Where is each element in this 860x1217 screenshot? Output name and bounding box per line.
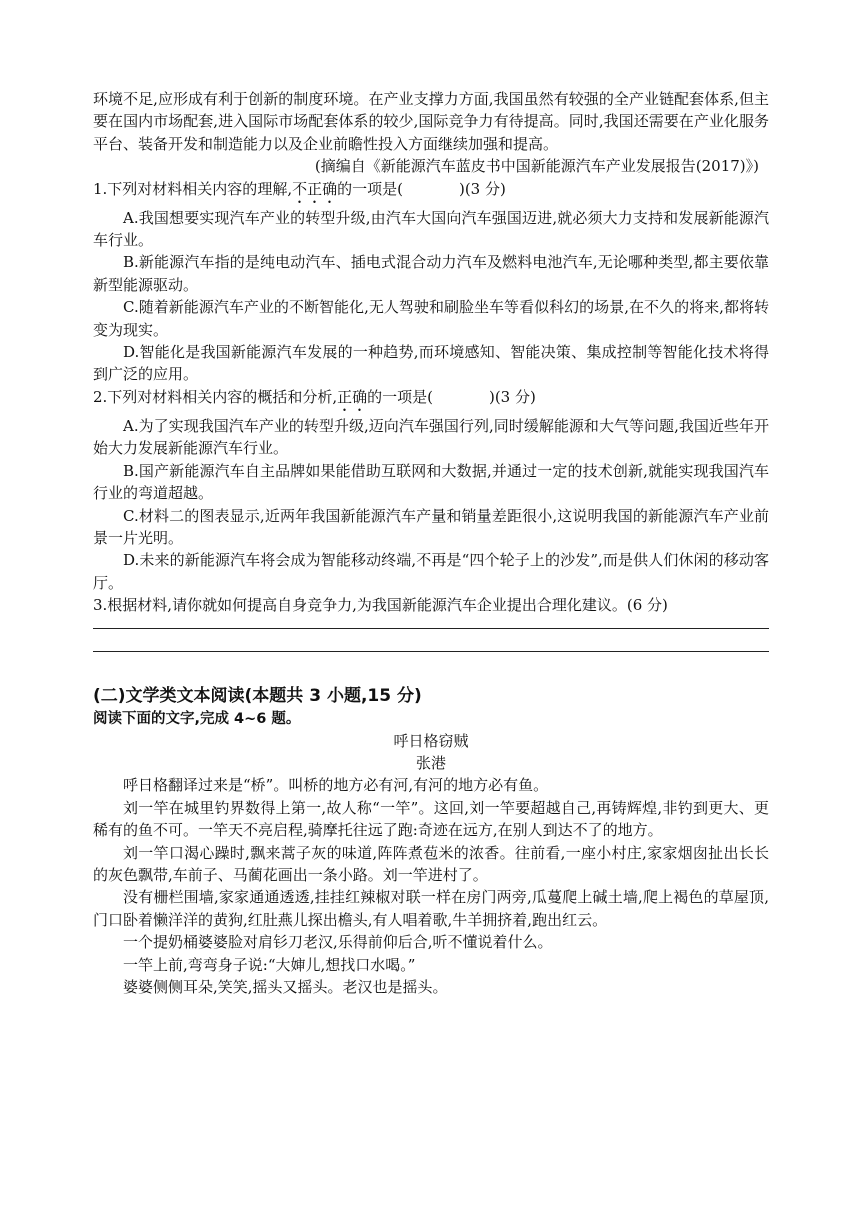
q2-option-d: D.未来的新能源汽车将会成为智能移动终端,不再是“四个轮子上的沙发”,而是供人们休闲的移动客厅。 <box>93 551 769 592</box>
story-paragraph: 一个提奶桶婆婆脸对肩钐刀老汉,乐得前仰后合,听不懂说着什么。 <box>123 933 553 952</box>
story-paragraph: 一竿上前,弯弯身子说:“大婶儿,想找口水喝。” <box>123 955 416 974</box>
question-1-score: )(3 分) <box>458 179 506 198</box>
question-2 <box>93 386 769 415</box>
story <box>93 730 769 999</box>
q1-option-c: C.随着新能源汽车产业的不断智能化,无人驾驶和刷脸坐车等看似科幻的场景,在不久的将来,都将转变为现实。 <box>93 298 769 339</box>
story-paragraph: 婆婆侧侧耳朵,笑笑,摇头又摇头。老汉也是摇头。 <box>123 978 448 996</box>
story-paragraph: 刘一竿口渴心躁时,飘来蒿子灰的味道,阵阵煮苞米的浓香。往前看,一座小村庄,家家烟囱扯出长长的灰色飘带,车前子、马蔺花画出一条小路。刘一竿进村了。 <box>93 843 769 884</box>
story-title: 呼日格窃贼 <box>393 731 469 750</box>
q2-option-c: C.材料二的图表显示,近两年我国新能源汽车产量和销量差距很小,这说明我国的新能源汽车产业前景一片光明。 <box>93 506 769 547</box>
story-paragraph: 没有栅栏围墙,家家通通透透,挂挂红辣椒对联一样在房门两旁,瓜蔓爬上碱土墙,爬上褐色的草屋顶,门口卧着懒洋洋的黄狗,红肚燕儿探出檐头,有人唱着歌,牛羊拥挤着,跑出红云。 <box>93 888 769 929</box>
q1-option-b: B.新能源汽车指的是纯电动汽车、插电式混合动力汽车及燃料电池汽车,无论哪种类型,都主要依靠新型能源驱动。 <box>93 253 769 294</box>
q1-option-a: A.我国想要实现汽车产业的转型升级,由汽车大国向汽车强国迈进,就必须大力支持和发展新能源汽车行业。 <box>93 208 769 250</box>
question-1-suffix: 的一项是( <box>337 179 403 198</box>
source-citation: (摘编自《新能源汽车蓝皮书中国新能源汽车产业发展报告(2017)》) <box>314 157 759 176</box>
section-instruction: 阅读下面的文字,完成 4~6 题。 <box>93 710 301 727</box>
q2-option-b: B.国产新能源汽车自主品牌如果能借助互联网和大数据,并通过一定的技术创新,就能实现我国汽车行业的弯道超越。 <box>93 461 769 503</box>
question-1-prefix: 1.下列对材料相关内容的理解, <box>93 179 293 198</box>
question-2-emphasis: 正确 <box>337 387 368 406</box>
question-2-suffix: 的一项是( <box>367 387 433 406</box>
section-title: (二)文学类文本阅读(本题共 3 小题,15 分) <box>93 685 422 706</box>
passage-end: 环境不足,应形成有利于创新的制度环境。在产业支撑力方面,我国虽然有较强的全产业链配套体系,但主要在国内市场配套,进入国际市场配套体系的较少,国际竞争力有待提高。同时,我国还需要在产业化服务平台、装备开发和制造能力以及企业前瞻性投入方面继续加强和提高。 <box>93 90 769 153</box>
question-1 <box>93 178 769 207</box>
story-author: 张港 <box>415 753 446 772</box>
document-page <box>93 88 769 998</box>
question-2-score: )(3 分) <box>488 387 536 406</box>
question-2-prefix: 2.下列对材料相关内容的概括和分析, <box>93 387 338 406</box>
q1-option-d: D.智能化是我国新能源汽车发展的一种趋势,而环境感知、智能决策、集成控制等智能化技术将得到广泛的应用。 <box>93 343 769 384</box>
question-1-emphasis: 不正确 <box>292 179 338 198</box>
question-3: 3.根据材料,请你就如何提高自身竞争力,为我国新能源汽车企业提出合理化建议。(6 分) <box>93 596 668 615</box>
story-paragraph: 刘一竿在城里钓界数得上第一,故人称“一竿”。这回,刘一竿要超越自己,再铸辉煌,非钓到更大、更稀有的鱼不可。一竿天不亮启程,骑摩托往远了跑:奇迹在远方,在别人到达不了的地方。 <box>93 798 769 840</box>
q2-option-a: A.为了实现我国汽车产业的转型升级,迈向汽车强国行列,同时缓解能源和大气等问题,我国近些年开始大力发展新能源汽车行业。 <box>93 416 769 458</box>
story-paragraph: 呼日格翻译过来是“桥”。叫桥的地方必有河,有河的地方必有鱼。 <box>123 776 549 795</box>
